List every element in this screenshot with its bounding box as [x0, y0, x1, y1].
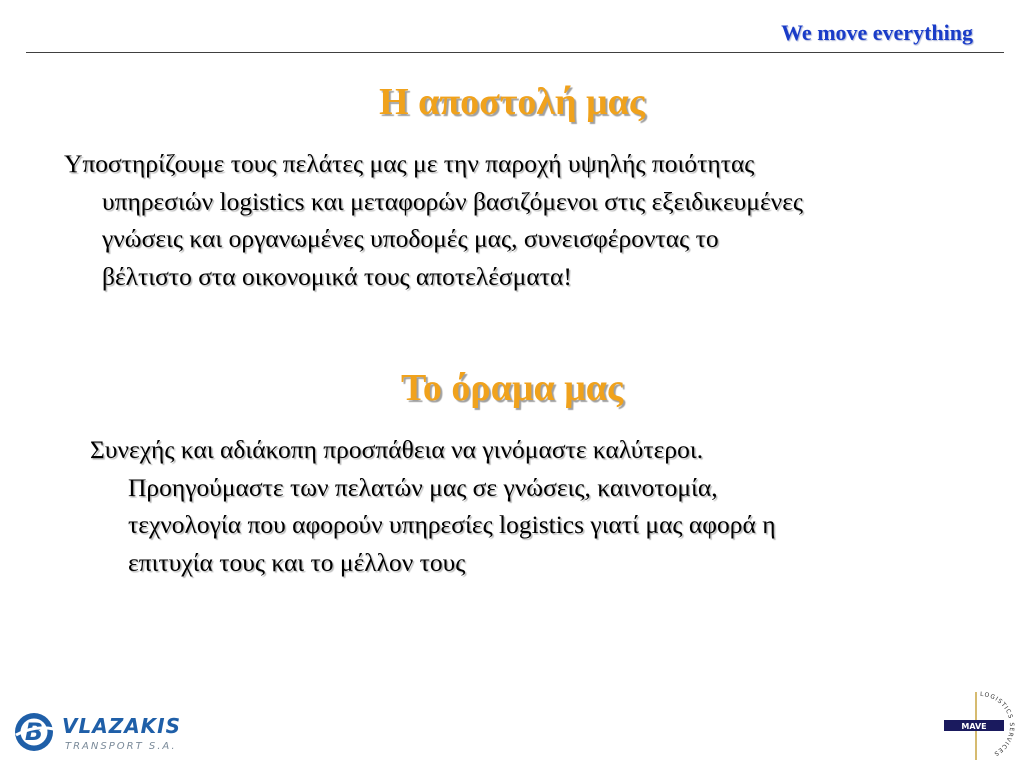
vlazakis-subtitle: TRANSPORT S.A. [65, 741, 177, 752]
mave-arc-text: LOGISTICS SERVICES [979, 690, 1016, 758]
vision-line-1: Συνεχής και αδιάκοπη προσπάθεια να γινόμαστε καλύτεροι. [90, 435, 704, 464]
mission-line-1: Υποστηρίζουμε τους πελάτες μας με την παροχή υψηλής ποιότητας [64, 149, 755, 178]
vlazakis-logo [12, 707, 212, 757]
mission-heading: Η αποστολή μας [379, 81, 645, 123]
vision-line-4: επιτυχία τους και το μέλλον τους [128, 547, 466, 577]
vlazakis-name: VLAZAKIS [62, 714, 182, 738]
vision-line-3: τεχνολογία που αφορούν υπηρεσίες logistics γιατί μας αφορά η [128, 510, 776, 539]
mission-line-4: βέλτιστο στα οικονομικά τους αποτελέσματα! [102, 261, 572, 291]
mission-line-2: υπηρεσιών logistics και μεταφορών βασιζόμενοι στις εξειδικευμένες [102, 186, 804, 216]
mission-line-3: γνώσεις και οργανωμένες υποδομές μας, συνεισφέροντας το [102, 224, 719, 253]
vlazakis-b-emblem-icon [15, 713, 54, 751]
header-divider [26, 52, 1004, 53]
svg-text:B: B [24, 718, 44, 746]
mave-name: MAVE [961, 722, 987, 731]
vision-line-2: Προηγούμαστε των πελατών μας σε γνώσεις, καινοτομία, [128, 472, 718, 502]
tagline: We move everything [781, 20, 973, 45]
vision-paragraph [90, 431, 776, 581]
mission-paragraph [64, 145, 803, 295]
mave-logistics-logo [940, 690, 1020, 762]
mave-logistics-emblem-icon [944, 691, 1015, 760]
vision-heading: Το όραμα μας [401, 367, 623, 409]
